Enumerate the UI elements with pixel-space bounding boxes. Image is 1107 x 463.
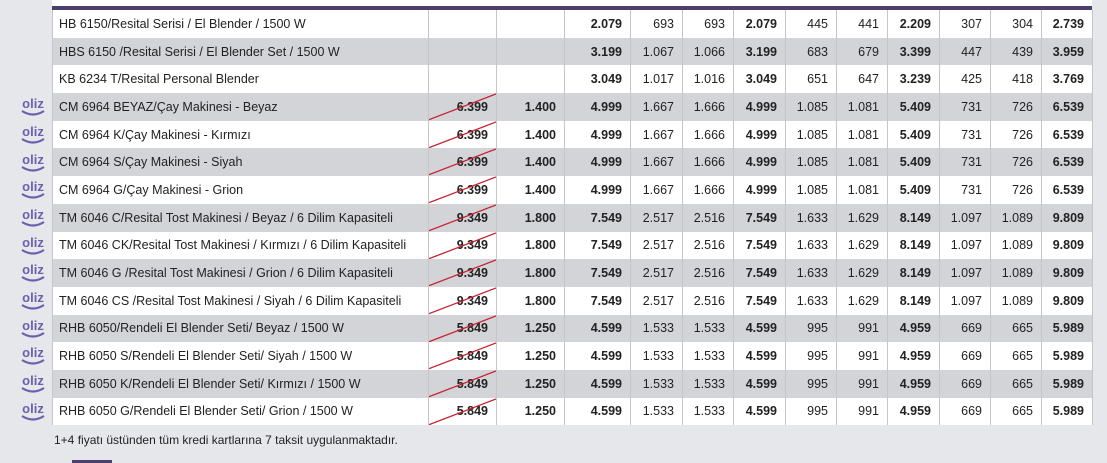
price-cell: 1.666 — [683, 121, 734, 149]
old-price — [429, 315, 497, 343]
price-cell: 1.066 — [683, 38, 734, 66]
discount-value — [497, 10, 565, 38]
svg-text:oliz: oliz — [22, 206, 44, 222]
price-cell: 669 — [940, 370, 991, 398]
oliz-logo — [18, 318, 48, 340]
price-cell: 2.209 — [888, 10, 940, 38]
table-row — [53, 287, 1093, 315]
price-cell: 1.633 — [786, 232, 837, 260]
price-cell: 991 — [837, 398, 888, 426]
price-cell: 4.599 — [734, 370, 786, 398]
oliz-logo — [18, 262, 48, 284]
price-cell: 679 — [837, 38, 888, 66]
strikethrough-line — [429, 93, 496, 121]
old-price — [429, 232, 497, 260]
oliz-logo — [18, 290, 48, 312]
old-price — [429, 287, 497, 315]
price-cell: 7.549 — [565, 232, 631, 260]
strikethrough-line — [429, 370, 496, 398]
discount-value: 1.800 — [497, 232, 565, 260]
table-row — [53, 148, 1093, 176]
discount-value: 1.250 — [497, 370, 565, 398]
table-row — [53, 232, 1093, 260]
table-row — [53, 93, 1093, 121]
product-name: RHB 6050 S/Rendeli El Blender Seti/ Siyah / 1500 W — [53, 342, 429, 370]
svg-text:oliz: oliz — [22, 373, 44, 389]
old-price-value: 9.349 — [456, 238, 488, 253]
old-price — [429, 342, 497, 370]
price-cell: 1.666 — [683, 93, 734, 121]
table-row — [53, 176, 1093, 204]
price-cell: 1.097 — [940, 259, 991, 287]
discount-value: 1.800 — [497, 204, 565, 232]
price-cell: 995 — [786, 342, 837, 370]
discount-value: 1.250 — [497, 315, 565, 343]
price-cell: 7.549 — [565, 259, 631, 287]
oliz-logo — [18, 124, 48, 146]
price-cell: 1.667 — [631, 93, 683, 121]
price-cell: 4.999 — [565, 176, 631, 204]
price-cell: 1.633 — [786, 259, 837, 287]
footnote: 1+4 fiyatı üstünden tüm kredi kartlarına 7 taksit uygulanmaktadır. — [54, 433, 398, 447]
old-price-value: 6.399 — [456, 99, 488, 114]
price-cell: 7.549 — [734, 204, 786, 232]
price-cell: 6.539 — [1042, 148, 1093, 176]
price-cell: 3.959 — [1042, 38, 1093, 66]
strikethrough-line — [429, 204, 496, 232]
price-cell: 647 — [837, 65, 888, 93]
price-cell: 1.667 — [631, 176, 683, 204]
old-price-value: 5.849 — [456, 321, 488, 336]
product-name: TM 6046 CS /Resital Tost Makinesi / Siyah / 6 Dilim Kapasiteli — [53, 287, 429, 315]
old-price-value: 6.399 — [456, 155, 488, 170]
oliz-logo — [18, 235, 48, 257]
price-cell: 991 — [837, 342, 888, 370]
price-cell: 7.549 — [734, 287, 786, 315]
price-cell: 2.739 — [1042, 10, 1093, 38]
product-name: CM 6964 BEYAZ/Çay Makinesi - Beyaz — [53, 93, 429, 121]
oliz-logo — [18, 401, 48, 423]
price-cell: 995 — [786, 398, 837, 426]
price-cell: 1.097 — [940, 204, 991, 232]
price-cell: 1.017 — [631, 65, 683, 93]
price-cell: 726 — [991, 93, 1042, 121]
price-cell: 1.533 — [631, 342, 683, 370]
discount-value: 1.250 — [497, 342, 565, 370]
discount-value: 1.250 — [497, 398, 565, 426]
price-cell: 1.667 — [631, 121, 683, 149]
svg-text:oliz: oliz — [22, 345, 44, 361]
discount-value: 1.800 — [497, 259, 565, 287]
price-cell: 418 — [991, 65, 1042, 93]
price-cell: 1.629 — [837, 232, 888, 260]
price-cell: 1.097 — [940, 232, 991, 260]
price-cell: 665 — [991, 342, 1042, 370]
svg-text:oliz: oliz — [22, 123, 44, 139]
price-cell: 425 — [940, 65, 991, 93]
price-cell: 6.539 — [1042, 121, 1093, 149]
product-name: HB 6150/Resital Serisi / El Blender / 1500 W — [53, 10, 429, 38]
price-cell: 1.081 — [837, 93, 888, 121]
price-cell: 726 — [991, 176, 1042, 204]
price-cell: 1.533 — [631, 315, 683, 343]
table-row — [53, 342, 1093, 370]
price-cell: 5.989 — [1042, 315, 1093, 343]
price-cell: 4.959 — [888, 370, 940, 398]
price-cell: 4.599 — [734, 315, 786, 343]
price-cell: 1.085 — [786, 93, 837, 121]
price-cell: 2.517 — [631, 204, 683, 232]
price-cell: 693 — [631, 10, 683, 38]
price-cell: 991 — [837, 315, 888, 343]
price-cell: 1.667 — [631, 148, 683, 176]
price-cell: 4.999 — [734, 148, 786, 176]
price-cell: 1.097 — [940, 287, 991, 315]
price-cell: 3.049 — [734, 65, 786, 93]
strikethrough-line — [429, 259, 496, 287]
price-cell: 726 — [991, 121, 1042, 149]
old-price — [429, 176, 497, 204]
price-cell: 447 — [940, 38, 991, 66]
price-cell: 4.599 — [565, 342, 631, 370]
price-cell: 4.959 — [888, 398, 940, 426]
product-name: RHB 6050 K/Rendeli El Blender Seti/ Kırmızı / 1500 W — [53, 370, 429, 398]
price-cell: 1.081 — [837, 121, 888, 149]
table-row — [53, 315, 1093, 343]
price-cell: 3.049 — [565, 65, 631, 93]
price-cell: 7.549 — [565, 204, 631, 232]
price-cell: 665 — [991, 398, 1042, 426]
price-cell: 4.999 — [734, 93, 786, 121]
svg-text:oliz: oliz — [22, 179, 44, 195]
oliz-logo — [18, 96, 48, 118]
old-price-value: 6.399 — [456, 127, 488, 142]
price-cell: 2.079 — [734, 10, 786, 38]
svg-text:oliz: oliz — [22, 290, 44, 305]
price-cell: 4.959 — [888, 342, 940, 370]
price-cell: 4.599 — [734, 342, 786, 370]
price-cell: 5.989 — [1042, 342, 1093, 370]
price-cell: 5.409 — [888, 121, 940, 149]
price-cell: 7.549 — [734, 259, 786, 287]
price-cell: 8.149 — [888, 232, 940, 260]
price-cell: 1.533 — [631, 398, 683, 426]
old-price-value: 9.349 — [456, 293, 488, 308]
oliz-logo — [18, 345, 48, 367]
price-cell: 731 — [940, 121, 991, 149]
price-cell: 3.769 — [1042, 65, 1093, 93]
price-cell: 2.516 — [683, 204, 734, 232]
product-name: RHB 6050 G/Rendeli El Blender Seti/ Grion / 1500 W — [53, 398, 429, 426]
price-cell: 4.599 — [565, 315, 631, 343]
price-cell: 8.149 — [888, 204, 940, 232]
oliz-logo — [18, 179, 48, 201]
price-cell: 991 — [837, 370, 888, 398]
price-cell: 7.549 — [565, 287, 631, 315]
old-price — [429, 370, 497, 398]
product-name: KB 6234 T/Resital Personal Blender — [53, 65, 429, 93]
price-cell: 1.081 — [837, 176, 888, 204]
price-cell: 4.999 — [565, 148, 631, 176]
price-cell: 1.629 — [837, 204, 888, 232]
price-cell: 1.085 — [786, 148, 837, 176]
price-cell: 4.599 — [565, 398, 631, 426]
price-cell: 441 — [837, 10, 888, 38]
price-cell: 6.539 — [1042, 176, 1093, 204]
price-cell: 5.409 — [888, 93, 940, 121]
price-cell: 2.516 — [683, 232, 734, 260]
price-cell: 2.079 — [565, 10, 631, 38]
price-table — [52, 10, 1093, 425]
price-cell: 5.409 — [888, 148, 940, 176]
price-cell: 3.199 — [565, 38, 631, 66]
price-cell: 9.809 — [1042, 287, 1093, 315]
price-cell: 1.089 — [991, 259, 1042, 287]
discount-value — [497, 65, 565, 93]
discount-value — [497, 38, 565, 66]
price-cell: 693 — [683, 10, 734, 38]
price-cell: 4.999 — [565, 93, 631, 121]
price-cell: 3.199 — [734, 38, 786, 66]
svg-text:oliz: oliz — [22, 234, 44, 250]
strikethrough-line — [429, 232, 496, 260]
strikethrough-line — [429, 148, 496, 176]
price-cell: 1.533 — [683, 398, 734, 426]
oliz-logo — [18, 152, 48, 174]
svg-text:oliz: oliz — [22, 151, 44, 167]
oliz-logo — [18, 373, 48, 395]
price-cell: 669 — [940, 342, 991, 370]
product-name: HBS 6150 /Resital Serisi / El Blender Set / 1500 W — [53, 38, 429, 66]
table-row — [53, 121, 1093, 149]
price-cell: 5.409 — [888, 176, 940, 204]
old-price-value: 6.399 — [456, 182, 488, 197]
price-cell: 445 — [786, 10, 837, 38]
price-cell: 1.533 — [683, 315, 734, 343]
old-price — [429, 148, 497, 176]
price-cell: 731 — [940, 93, 991, 121]
price-cell: 1.081 — [837, 148, 888, 176]
table-row — [53, 204, 1093, 232]
price-cell: 4.999 — [565, 121, 631, 149]
price-cell: 2.516 — [683, 287, 734, 315]
old-price — [429, 398, 497, 426]
product-name: RHB 6050/Rendeli El Blender Seti/ Beyaz / 1500 W — [53, 315, 429, 343]
old-price — [429, 65, 497, 93]
price-cell: 1.089 — [991, 232, 1042, 260]
old-price — [429, 38, 497, 66]
price-cell: 995 — [786, 370, 837, 398]
price-cell: 8.149 — [888, 259, 940, 287]
old-price — [429, 10, 497, 38]
price-cell: 995 — [786, 315, 837, 343]
price-cell: 1.629 — [837, 287, 888, 315]
price-cell: 731 — [940, 148, 991, 176]
old-price-value: 9.349 — [456, 266, 488, 281]
strikethrough-line — [429, 287, 496, 315]
price-cell: 1.666 — [683, 148, 734, 176]
price-cell: 5.989 — [1042, 370, 1093, 398]
price-cell: 2.517 — [631, 287, 683, 315]
price-cell: 2.517 — [631, 232, 683, 260]
discount-value: 1.400 — [497, 148, 565, 176]
price-cell: 1.633 — [786, 287, 837, 315]
old-price — [429, 121, 497, 149]
product-name: TM 6046 CK/Resital Tost Makinesi / Kırmızı / 6 Dilim Kapasiteli — [53, 232, 429, 260]
svg-text:oliz: oliz — [22, 400, 44, 416]
price-cell: 9.809 — [1042, 204, 1093, 232]
price-cell: 4.999 — [734, 176, 786, 204]
table-row — [53, 259, 1093, 287]
price-cell: 8.149 — [888, 287, 940, 315]
old-price-value: 9.349 — [456, 210, 488, 225]
product-name: CM 6964 K/Çay Makinesi - Kırmızı — [53, 121, 429, 149]
price-cell: 2.517 — [631, 259, 683, 287]
table-row — [53, 38, 1093, 66]
price-cell: 683 — [786, 38, 837, 66]
price-cell: 1.629 — [837, 259, 888, 287]
price-cell: 665 — [991, 315, 1042, 343]
price-cell: 731 — [940, 176, 991, 204]
svg-text:oliz: oliz — [22, 96, 44, 112]
discount-value: 1.400 — [497, 121, 565, 149]
price-cell: 1.067 — [631, 38, 683, 66]
price-cell: 5.989 — [1042, 398, 1093, 426]
price-cell: 669 — [940, 398, 991, 426]
old-price — [429, 259, 497, 287]
old-price — [429, 204, 497, 232]
old-price — [429, 93, 497, 121]
strikethrough-line — [429, 121, 496, 149]
product-name: CM 6964 G/Çay Makinesi - Grion — [53, 176, 429, 204]
price-cell: 669 — [940, 315, 991, 343]
price-cell: 304 — [991, 10, 1042, 38]
price-cell: 665 — [991, 370, 1042, 398]
price-cell: 307 — [940, 10, 991, 38]
price-cell: 1.016 — [683, 65, 734, 93]
price-cell: 3.239 — [888, 65, 940, 93]
svg-text:oliz: oliz — [22, 317, 44, 333]
price-cell: 1.533 — [683, 370, 734, 398]
price-cell: 1.089 — [991, 287, 1042, 315]
table-row — [53, 10, 1093, 38]
table-row — [53, 398, 1093, 426]
price-cell: 1.085 — [786, 176, 837, 204]
price-cell: 1.666 — [683, 176, 734, 204]
price-cell: 7.549 — [734, 232, 786, 260]
price-cell: 1.533 — [683, 342, 734, 370]
price-cell: 9.809 — [1042, 259, 1093, 287]
discount-value: 1.400 — [497, 93, 565, 121]
price-cell: 9.809 — [1042, 232, 1093, 260]
price-cell: 439 — [991, 38, 1042, 66]
old-price-value: 5.849 — [456, 404, 488, 419]
table-row — [53, 370, 1093, 398]
price-cell: 3.399 — [888, 38, 940, 66]
old-price-value: 5.849 — [456, 349, 488, 364]
price-cell: 4.599 — [734, 398, 786, 426]
product-name: TM 6046 G /Resital Tost Makinesi / Grion / 6 Dilim Kapasiteli — [53, 259, 429, 287]
price-cell: 4.999 — [734, 121, 786, 149]
discount-value: 1.800 — [497, 287, 565, 315]
table-row — [53, 65, 1093, 93]
price-cell: 651 — [786, 65, 837, 93]
price-cell: 6.539 — [1042, 93, 1093, 121]
oliz-logo — [18, 207, 48, 229]
price-cell: 2.516 — [683, 259, 734, 287]
price-cell: 1.533 — [631, 370, 683, 398]
strikethrough-line — [429, 315, 496, 343]
strikethrough-line — [429, 342, 496, 370]
product-name: CM 6964 S/Çay Makinesi - Siyah — [53, 148, 429, 176]
price-cell: 1.633 — [786, 204, 837, 232]
price-cell: 1.089 — [991, 204, 1042, 232]
svg-text:oliz: oliz — [22, 262, 44, 278]
strikethrough-line — [429, 176, 496, 204]
strikethrough-line — [429, 398, 496, 426]
price-cell: 726 — [991, 148, 1042, 176]
old-price-value: 5.849 — [456, 376, 488, 391]
price-cell: 4.599 — [565, 370, 631, 398]
product-name: TM 6046 C/Resital Tost Makinesi / Beyaz / 6 Dilim Kapasiteli — [53, 204, 429, 232]
price-cell: 4.959 — [888, 315, 940, 343]
discount-value: 1.400 — [497, 176, 565, 204]
price-cell: 1.085 — [786, 121, 837, 149]
